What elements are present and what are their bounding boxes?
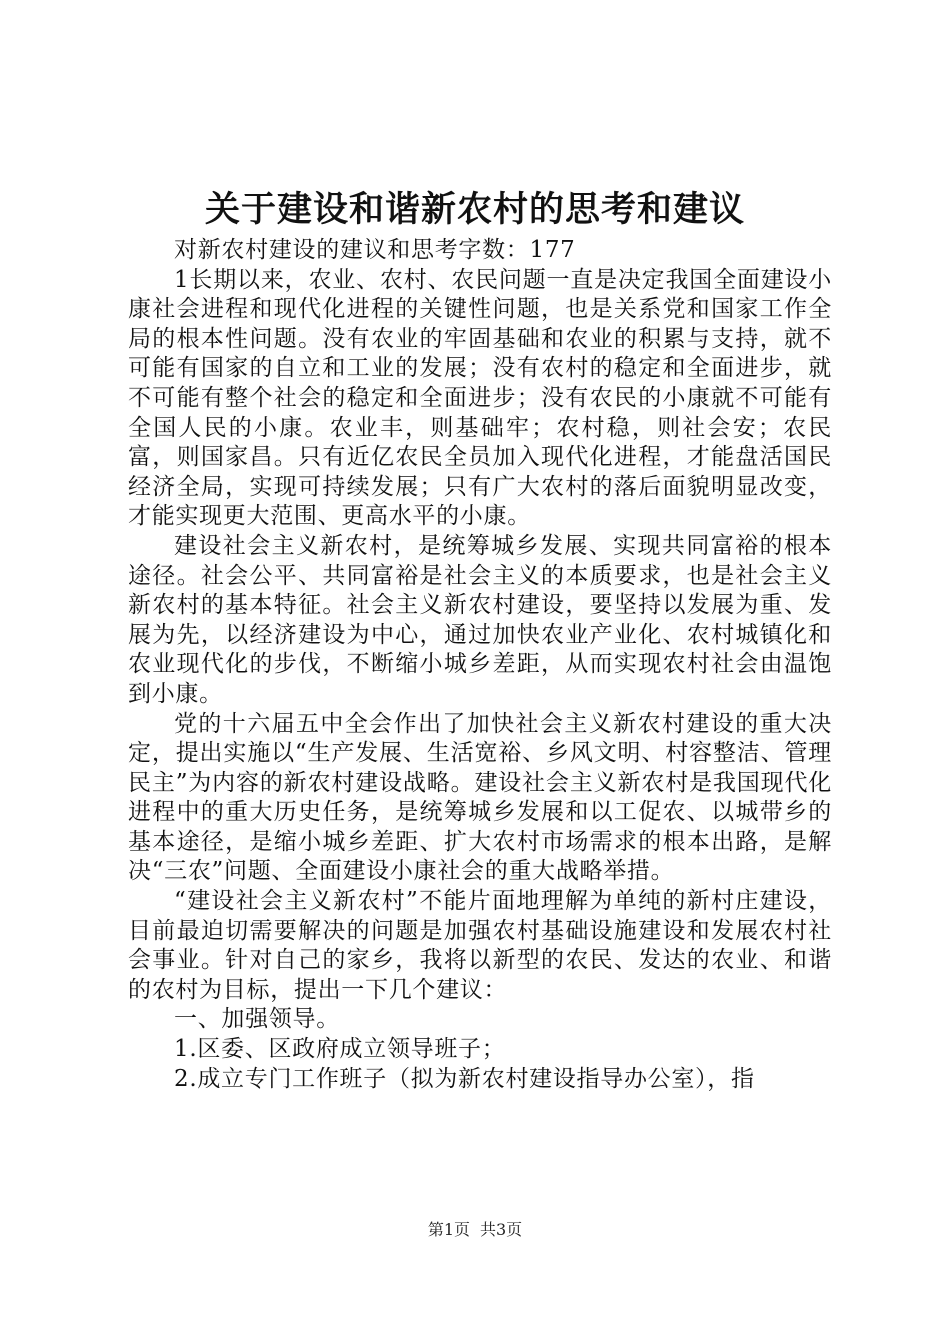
section-heading-strengthen-leadership: 一、加强领导。 xyxy=(174,1006,340,1033)
document-body xyxy=(128,236,832,1094)
document-paragraph-4: “建设社会主义新农村”不能片面地理解为单纯的新村庄建设，目前最迫切需要解决的问题是加强农村基础设施建设和发展农村社会事业。针对自己的家乡，我将以新型的农民、发达的农业、和谐的农村为目标，提出一下几个建议： xyxy=(128,888,832,1003)
document-paragraph-1: 1长期以来，农业、农村、农民问题一直是决定我国全面建设小康社会进程和现代化进程的关键性问题，也是关系党和国家工作全局的根本性问题。没有农业的牢固基础和农业的积累与支持，就不可能有国家的自立和工业的发展；没有农村的稳定和全面进步，就不可能有整个社会的稳定和全面进步；没有农民的小康就不可能有全国人民的小康。农业丰，则基础牢；农村稳，则社会安；农民富，则国家昌。只有近亿农民全员加入现代化进程，才能盘活国民经济全局，实现可持续发展；只有广大农村的落后面貌明显改变，才能实现更大范围、更高水平的小康。 xyxy=(128,266,832,530)
page-total: 共3页 xyxy=(480,1220,523,1239)
document-paragraph-word-count: 对新农村建设的建议和思考字数：177 xyxy=(174,237,576,263)
document-title: 关于建设和谐新农村的思考和建议 xyxy=(204,189,745,230)
page-footer xyxy=(0,1220,950,1240)
list-item-2: 2.成立专门工作班子（拟为新农村建设指导办公室），指 xyxy=(174,1065,755,1092)
document-paragraph-3: 党的十六届五中全会作出了加快社会主义新农村建设的重大决定，提出实施以“生产发展、生活宽裕、乡风文明、村容整洁、管理民主”为内容的新农村建设战略。建设社会主义新农村是我国现代化进程中的重大历史任务，是统筹城乡发展和以工促农、以城带乡的基本途径，是缩小城乡差距、扩大农村市场需求的根本出路，是解决“三农”问题、全面建设小康社会的重大战略举措。 xyxy=(128,710,832,885)
page-number: 第1页 xyxy=(427,1220,470,1239)
list-item-1: 1.区委、区政府成立领导班子； xyxy=(174,1036,506,1063)
document-paragraph-2: 建设社会主义新农村，是统筹城乡发展、实现共同富裕的根本途径。社会公平、共同富裕是社会主义的本质要求，也是社会主义新农村的基本特征。社会主义新农村建设，要坚持以发展为重、发展为先，以经济建设为中心，通过加快农业产业化、农村城镇化和农业现代化的步伐，不断缩小城乡差距，从而实现农村社会由温饱到小康。 xyxy=(128,532,832,707)
